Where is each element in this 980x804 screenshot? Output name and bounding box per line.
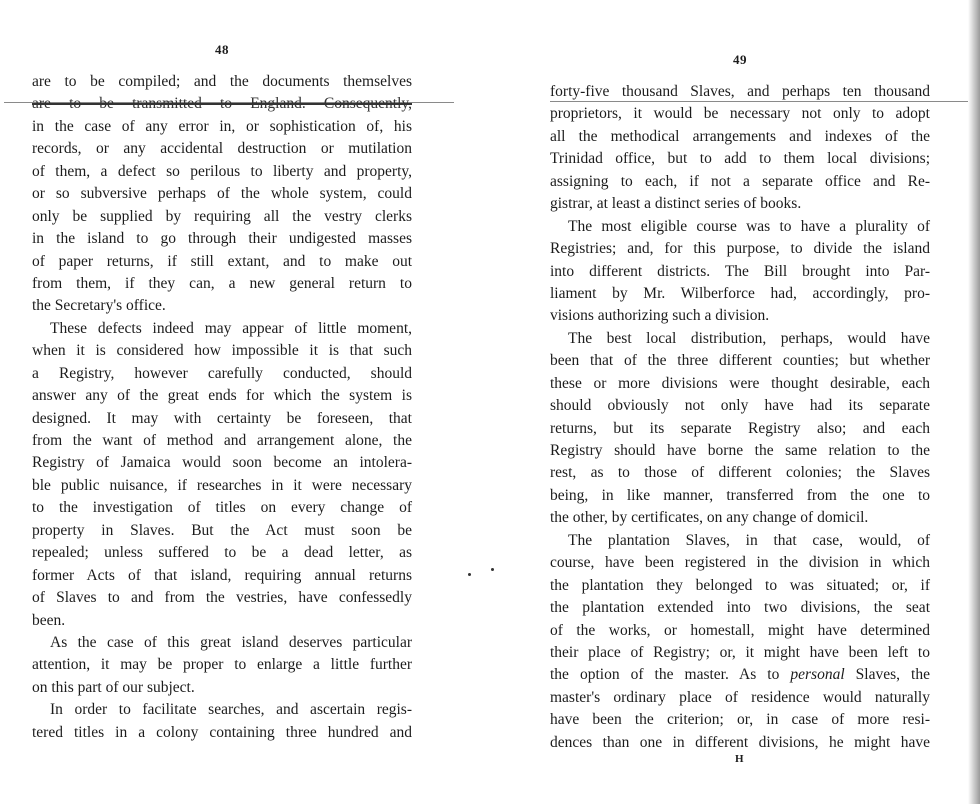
text-line-content: are to be compiled; and the documents themselves	[32, 73, 412, 90]
text-line-content: in the island to go through their undigested masses	[32, 230, 412, 248]
text-line	[550, 485, 930, 507]
right-page-number: 49	[733, 52, 747, 67]
text-line	[32, 295, 412, 317]
text-line	[32, 228, 412, 250]
text-line-content: The plantation Slaves, in that case, would, of	[568, 531, 930, 549]
text-line	[550, 216, 930, 238]
text-line	[32, 699, 412, 721]
text-line	[32, 251, 412, 273]
text-line-content: former Acts of that island, requiring annual returns	[32, 566, 412, 584]
text-line	[550, 126, 930, 148]
text-line-content: Registries; and, for this purpose, to divide the island	[550, 240, 930, 258]
text-line	[550, 709, 930, 731]
text-line-content: Registry should have borne the same relation to the	[550, 442, 930, 459]
text-line-content: of paper returns, if still extant, and to make out	[32, 252, 412, 270]
text-line	[550, 328, 930, 350]
text-line-content: property in Slaves. But the Act must soon be	[32, 521, 412, 539]
text-line	[32, 722, 412, 744]
text-line-content: course, have been registered in the division in which	[550, 554, 930, 572]
text-line-content: As the case of this great island deserves particular	[50, 633, 412, 651]
text-line	[32, 318, 412, 340]
text-line	[550, 732, 930, 754]
text-line-content: all the methodical arrangements and indexes of the	[550, 127, 930, 145]
text-line-content: dences than one in different divisions, he might have	[550, 733, 930, 751]
text-line-content: being, in like manner, transferred from the one to	[550, 486, 930, 504]
text-line	[550, 664, 930, 686]
left-page-text	[32, 71, 412, 744]
text-line-content: a Registry, however carefully conducted, should	[32, 364, 412, 382]
text-line-content: gistrar, at least a distinct series of books.	[550, 195, 802, 213]
text-line-content: Registry of Jamaica would soon become an intolera-	[32, 454, 412, 472]
page-edge-shadow	[968, 0, 980, 804]
text-line-content: liament by Mr. Wilberforce had, accordingly, pro-	[550, 284, 930, 302]
text-line-content: tered titles in a colony containing three hundred and	[32, 723, 412, 741]
text-line	[32, 273, 412, 295]
text-line-content: forty-five thousand Slaves, and perhaps ten thousand	[550, 83, 930, 100]
text-line	[550, 238, 930, 260]
text-line-content: are to be transmitted to England. Consequently,	[32, 95, 412, 113]
text-line	[32, 452, 412, 474]
text-line-content: proprietors, it would be necessary not only to adopt	[550, 105, 930, 123]
text-line-content: designed. It may with certainty be foreseen, that	[32, 409, 412, 427]
text-line	[550, 620, 930, 642]
text-line-content: rest, as to those of different colonies; the Slaves	[550, 464, 930, 482]
text-line	[32, 161, 412, 183]
text-line-content: from the want of method and arrangement alone, the	[32, 432, 412, 449]
text-line-content: their place of Registry; or, it might have been left to	[550, 643, 930, 661]
text-line	[32, 542, 412, 564]
left-page	[0, 0, 470, 804]
text-line-content: attention, it may be proper to enlarge a little further	[32, 656, 412, 674]
text-line-content: the option of the master. As to personal Slaves, the	[550, 666, 930, 684]
text-line-content: returns, but its separate Registry also; and each	[550, 419, 930, 437]
text-line	[32, 408, 412, 430]
text-line-content: the plantation extended into two divisions, the seat	[550, 599, 930, 617]
text-line-content: on this part of our subject.	[32, 678, 195, 696]
text-line	[550, 418, 930, 440]
text-line-content: The most eligible course was to have a plurality of	[568, 217, 930, 235]
text-line	[32, 497, 412, 519]
text-line-content: In order to facilitate searches, and ascertain regis-	[50, 701, 412, 719]
text-line	[32, 677, 412, 699]
text-line-content: the Secretary's office.	[32, 297, 166, 315]
text-line	[32, 138, 412, 160]
text-line-content: of the works, or homestall, might have determined	[550, 621, 930, 639]
text-line-content: to the investigation of titles on every change of	[32, 499, 412, 517]
text-line-content: assigning to each, if not a separate office and Re-	[550, 172, 930, 190]
text-line	[550, 81, 930, 103]
text-line	[550, 373, 930, 395]
text-line	[550, 462, 930, 484]
ink-speck	[468, 573, 471, 576]
text-line-content: master's ordinary place of residence would naturally	[550, 688, 930, 706]
text-line	[550, 440, 930, 462]
text-line-content: been that of the three different counties; but whether	[550, 352, 930, 370]
right-page	[520, 0, 980, 804]
text-line	[550, 350, 930, 372]
text-line	[32, 183, 412, 205]
text-line-content: have been the criterion; or, in case of more resi-	[550, 711, 930, 729]
left-page-number: 48	[215, 42, 229, 57]
text-line-content: the plantation they belonged to was situated; or, if	[550, 576, 930, 594]
text-line	[32, 520, 412, 542]
text-line	[550, 597, 930, 619]
text-line	[32, 654, 412, 676]
text-line-content: These defects indeed may appear of little moment,	[50, 319, 412, 337]
text-line	[550, 552, 930, 574]
text-line-content: The best local distribution, perhaps, would have	[568, 329, 930, 347]
text-line	[550, 148, 930, 170]
text-line-content: should obviously not only have had its separate	[550, 397, 930, 415]
text-line	[32, 565, 412, 587]
text-line-content: Trinidad office, but to add to them local divisions;	[550, 150, 930, 168]
text-line	[32, 587, 412, 609]
text-line	[550, 530, 930, 552]
text-line	[32, 206, 412, 228]
text-line	[32, 475, 412, 497]
text-line-content: ble public nuisance, if researches in it were necessary	[32, 476, 412, 494]
text-line-content: been.	[32, 611, 66, 629]
text-line	[550, 642, 930, 664]
text-line-content: in the case of any error in, or sophistication of, his	[32, 117, 412, 135]
text-line	[32, 340, 412, 362]
text-line-content: visions authorizing such a division.	[550, 307, 770, 325]
text-line-content: of them, a defect so perilous to liberty and property,	[32, 162, 412, 180]
text-line	[550, 193, 930, 215]
right-page-text	[550, 81, 930, 754]
text-line-content: repealed; unless suffered to be a dead letter, as	[32, 544, 412, 562]
text-line	[32, 610, 412, 632]
signature-mark: H	[735, 753, 744, 765]
text-line	[32, 93, 412, 115]
text-line	[550, 507, 930, 529]
text-line	[550, 687, 930, 709]
text-line	[32, 71, 412, 93]
text-line-content: answer any of the great ends for which the system is	[32, 387, 412, 405]
text-line-content: from them, if they can, a new general return to	[32, 274, 412, 292]
ink-speck	[491, 568, 494, 571]
text-line	[550, 575, 930, 597]
text-line	[32, 430, 412, 452]
text-line-content: the other, by certificates, on any change of domicil.	[550, 509, 869, 527]
text-line-content: or so subversive perhaps of the whole system, could	[32, 185, 412, 203]
text-line-content: of Slaves to and from the vestries, have confessedly	[32, 589, 412, 607]
text-line-content: into different districts. The Bill brought into Par-	[550, 262, 930, 280]
text-line	[550, 283, 930, 305]
text-line	[550, 305, 930, 327]
text-line-content: these or more divisions were thought desirable, each	[550, 374, 930, 392]
text-line	[550, 395, 930, 417]
text-line-content: when it is considered how impossible it is that such	[32, 342, 412, 360]
text-line	[550, 103, 930, 125]
text-line	[32, 116, 412, 138]
text-line	[550, 171, 930, 193]
text-line	[550, 261, 930, 283]
text-line	[32, 363, 412, 385]
text-line	[32, 385, 412, 407]
text-line-content: records, or any accidental destruction or mutilation	[32, 140, 412, 158]
text-line	[32, 632, 412, 654]
text-line-content: only be supplied by requiring all the vestry clerks	[32, 207, 412, 225]
